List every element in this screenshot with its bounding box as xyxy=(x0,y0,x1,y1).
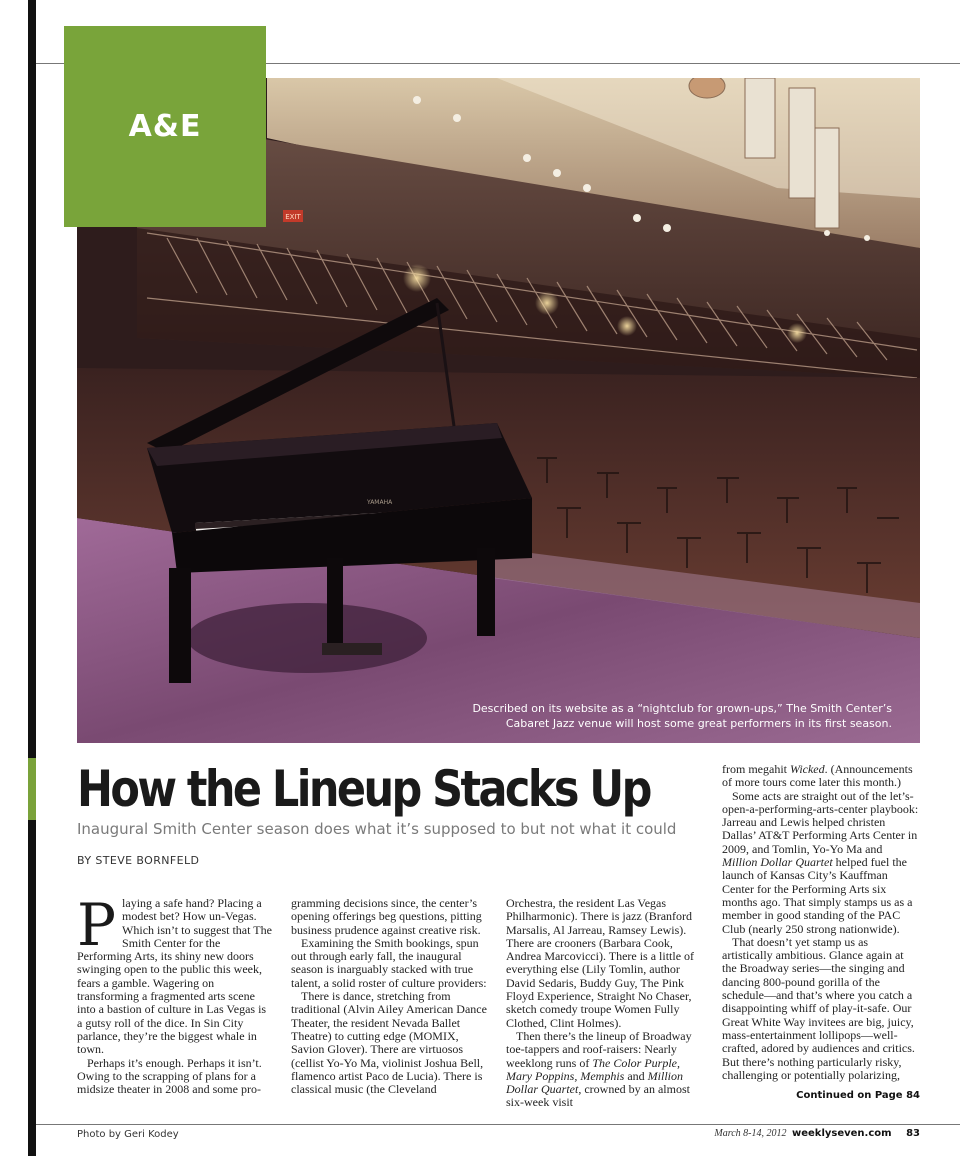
paragraph xyxy=(722,790,920,936)
show-title: Million Dollar Quartet xyxy=(722,855,833,870)
section-label-box xyxy=(64,26,266,227)
text-run: and xyxy=(624,1068,648,1083)
page-number: 83 xyxy=(906,1128,920,1139)
spine-accent-bar xyxy=(28,758,36,820)
website-link[interactable]: weeklyseven.com xyxy=(792,1128,892,1139)
caption-line-1: Described on its website as a “nightclub for grown-ups,” The Smith Center’s xyxy=(472,702,892,715)
continued-link[interactable]: Continued on Page 84 xyxy=(796,1090,920,1101)
photo-credit: Photo by Geri Kodey xyxy=(77,1129,179,1140)
paragraph xyxy=(722,763,920,790)
paragraph: Orchestra, the resident Las Vegas Philharmonic). There is jazz (Branford Marsalis, Al Jarreau, Ramsey Lewis). There are crooners (Barbara Cook, Andrea Marcovicci). There is a little of everything else (Lily Tomlin, author David Sedaris, Buddy Guy, The Pink Floyd Experience, Straight No Chaser, sketch comedy troupe Women Fully Clothed, Clint Holmes). xyxy=(506,896,695,1030)
paragraph: There is dance, stretching from traditional (Alvin Ailey American Dance Theater, the resident Nevada Ballet Theatre) to cutting edge (MOMIX, Savion Glover). There are virtuosos (cellist Yo-Yo Ma, violinist Joshua Bell, flamenco artist Paco de Lucia). There is classical music (the Cleveland xyxy=(291,989,487,1097)
bottom-rule xyxy=(36,1124,960,1125)
text-run: Some acts are straight out of the let’s-open-a-performing-arts-center playbook: Jarreau and Lewis helped christen Dallas’ AT&T Performing Arts Center in 2009, and Tomlin, Yo-Yo Ma and xyxy=(722,788,919,856)
paragraph: gramming decisions since, the center’s opening offerings beg questions, pitting business prudence against creative risk. xyxy=(291,896,482,937)
section-label: A&E xyxy=(128,109,202,144)
caption-line-2: Cabaret Jazz venue will host some great performers in its first season. xyxy=(505,717,892,730)
text-run: Then there’s the lineup of Broadway toe-tappers and roof-raisers: Nearly weeklong runs of xyxy=(506,1028,692,1070)
text-run: helped fuel the launch of Kansas City’s Kauffman Center for the Performing Arts six months ago. That simply stamps us as a member in good standing of the PAC Club (nearly 250 strong nationwide). xyxy=(722,855,913,936)
exit-sign: EXIT xyxy=(285,213,301,221)
paragraph: That doesn’t yet stamp us as artistically ambitious. Glance again at the Broadway series—the singing and dancing 800-pound gorilla of the schedule—and that’s where you catch a disappointing whiff of play-it-safe. Our Great White Way invitees are big, juicy, mass-entertainment lollipops—well-crafted, adored by audiences and critics. But there’s nothing particularly risky, challenging or potentially polarizing, xyxy=(722,934,915,1082)
text-run: , crowned by an almost six-week visit xyxy=(506,1082,690,1110)
paragraph: Perhaps it’s enough. Perhaps it isn’t. Owing to the scrapping of plans for a midsize theater in 2008 and some pro- xyxy=(77,1055,262,1097)
paragraph: Examining the Smith bookings, spun out through early fall, the inaugural season is inarguably stacked with true talent, a solid roster of culture providers: xyxy=(291,935,487,990)
show-title: The Color Purple, Mary Poppins, Memphis xyxy=(506,1055,680,1083)
paragraph xyxy=(77,891,273,1057)
article-byline: BY STEVE BORNFELD xyxy=(77,854,200,867)
paragraph xyxy=(506,1030,702,1110)
page-footer xyxy=(714,1128,920,1139)
show-title: Million Dollar Quartet xyxy=(506,1068,683,1097)
drop-cap: P xyxy=(77,891,117,959)
article-column-3 xyxy=(506,897,702,1110)
article-column-1 xyxy=(77,891,273,1097)
text-run: from megahit xyxy=(722,762,790,776)
article-column-4 xyxy=(722,763,920,1082)
text-run: . (Announcements of more tours come later this month.) xyxy=(722,762,913,790)
piano-brand: YAMAHA xyxy=(367,499,393,506)
article-column-2 xyxy=(291,897,487,1096)
paragraph-text: laying a safe hand? Placing a modest bet? How un-Vegas. Which isn’t to suggest that The Smith Center for the Performing Arts, its shiny new doors swinging open to the public this week, fears a gamble. Wagering on transforming a fragmented arts scene into a bastion of culture in Las Vegas is a gutsy roll of the dice. In Sin City parlance, they’re the biggest whale in town. xyxy=(77,896,272,1057)
article-deck: Inaugural Smith Center season does what it’s supposed to but not what it could xyxy=(77,820,677,838)
article-headline: How the Lineup Stacks Up xyxy=(77,760,650,818)
show-title: Wicked xyxy=(789,762,825,776)
page-spine-bar xyxy=(28,0,36,1156)
photo-caption xyxy=(472,701,892,731)
issue-date: March 8-14, 2012 xyxy=(714,1128,787,1139)
